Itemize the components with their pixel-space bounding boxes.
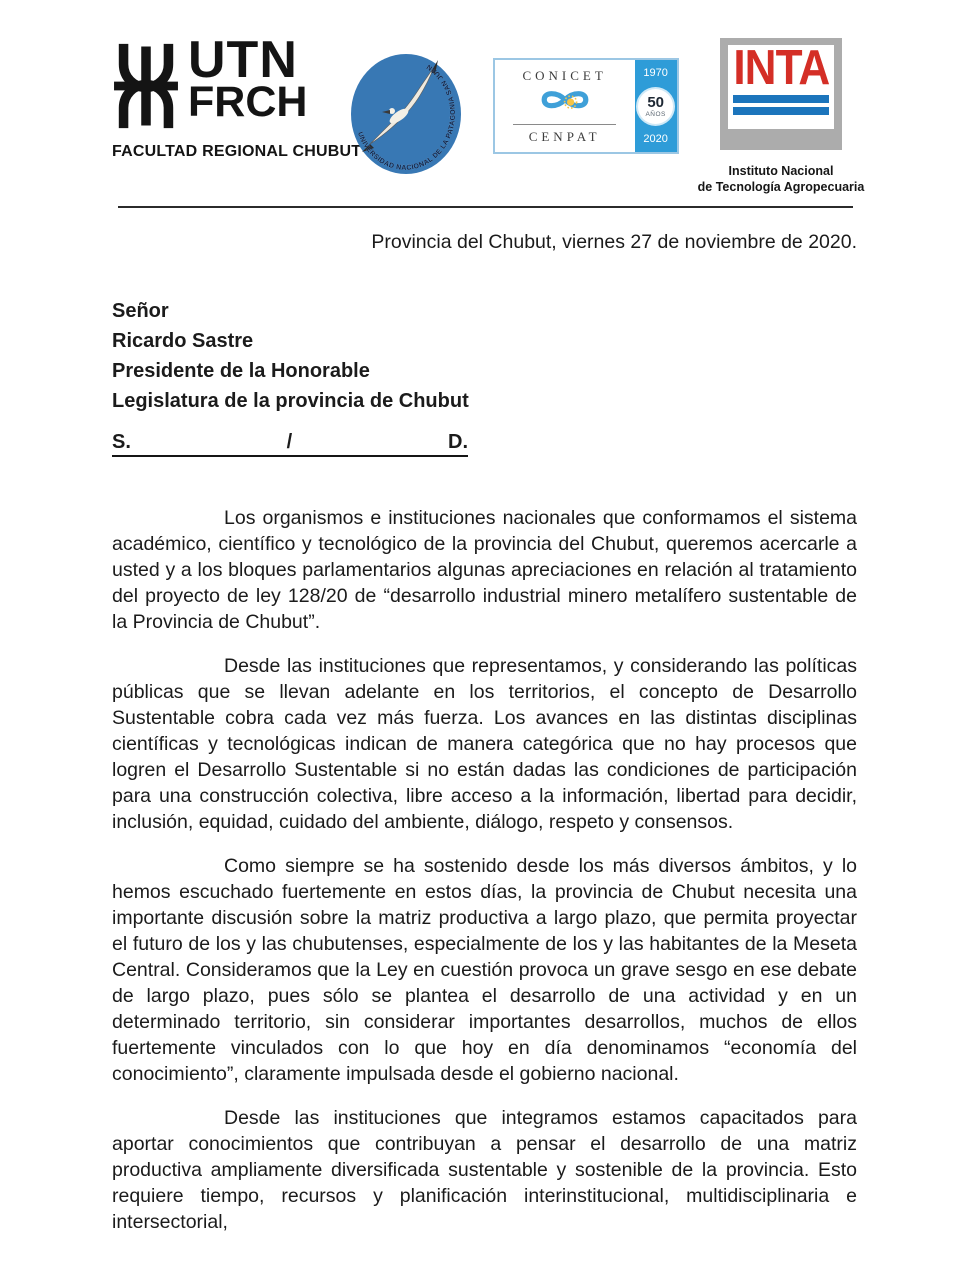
conicet-year-end: 2020 (643, 133, 668, 145)
conicet-divider (513, 124, 616, 125)
utn-acronym-line1: UTN (188, 31, 298, 89)
inta-caption-line1: Instituto Nacional (728, 164, 834, 178)
recipient-line: Legislatura de la provincia de Chubut (112, 390, 469, 412)
inta-bar-bottom (733, 107, 828, 115)
salutation-right: D. (448, 431, 468, 453)
recipient-block (112, 296, 857, 416)
salutation-left: S. (112, 431, 131, 453)
paragraph: Desde las instituciones que integramos estamos capacitados para aportar conocimientos que contribuyan a pensar el desarrollo de una matriz productiva ampliamente diversificada sustentable y sostenible de la provincia. Esto requiere tiempo, recursos y planificación interinstitucional, multidisciplinaria e intersectorial, (112, 1107, 857, 1233)
utn-caption: FACULTAD REGIONAL CHUBUT (112, 143, 362, 160)
recipient-line: Señor (112, 300, 169, 322)
inta-caption (698, 163, 865, 196)
utn-acronym (188, 31, 308, 126)
conicet-cenpat-logo (493, 58, 679, 154)
inta-bar-top (733, 95, 828, 103)
date-line: Provincia del Chubut, viernes 27 de noviembre de 2020. (371, 231, 857, 253)
unpsjb-ring-text: UNIVERSIDAD NACIONAL DE LA PATAGONIA SAN JUAN (356, 62, 458, 172)
header-divider (118, 206, 853, 208)
albatross-seal-icon (348, 52, 466, 180)
salutation-separator: / (286, 431, 293, 453)
conicet-year-start: 1970 (643, 67, 668, 79)
inta-caption-line2: de Tecnología Agropecuaria (697, 180, 865, 195)
letterhead (112, 0, 865, 195)
anniversary-badge (638, 89, 673, 124)
conicet-anniversary-strip (635, 60, 677, 152)
paragraph: Los organismos e instituciones nacionales que conformamos el sistema académico, científico y tecnológico de la provincia del Chubut, queremos acercarle a usted y a los bloques parlamentarios algunas apreciaciones en relación al tratamiento del proyecto de ley 128/20 de “desarrollo industrial minero metalífero sustentable de la Provincia de Chubut”. (112, 507, 857, 633)
inta-acronym: INTA (732, 41, 829, 95)
anniversary-number: 50 (647, 93, 664, 111)
recipient-line: Presidente de la Honorable (112, 360, 370, 382)
anniversary-label: AÑOS (645, 110, 666, 118)
unpsjb-seal-logo (348, 52, 466, 185)
cenpat-label: CENPAT (528, 128, 601, 144)
paragraph: Desde las instituciones que representamos, y considerando las políticas públicas que se llevan adelante en los territorios, el concepto de Desarrollo Sustentable cobra cada vez más fuerza. Los avances en las distintas disciplinas científicas y tecnológicas indican de manera categórica que no hay procesos que logren el Desarrollo Sustentable si no están dadas las condiciones de participación para una construcción colectiva, libre acceso a la información, libertad para decidir, inclusión, equidad, cuidado del ambiente, diálogo, respeto y consensos. (112, 655, 857, 833)
recipient-line: Ricardo Sastre (112, 330, 254, 352)
utn-frch-logo (112, 31, 362, 161)
conicet-label: CONICET (522, 68, 607, 83)
paragraph: Como siempre se ha sostenido desde los más diversos ámbitos, y lo hemos escuchado fuertemente en estos días, la provincia de Chubut necesita una importante discusión sobre la matriz productiva a largo plazo, que permita proyectar el futuro de los y las chubutenses, especialmente de los y las habitantes de la Meseta Central. Consideramos que la Ley en cuestión provoca un grave sesgo en ese debate de largo plazo, pues sólo se plantea el desarrollo de una actividad y en un determinado territorio, sin considerar importantes desarrollos, muchos de ellos fuertemente vinculados con lo que hoy en día denominamos “economía del conocimiento”, claramente impulsada desde el gobierno nacional. (112, 855, 857, 1085)
utn-acronym-line2: FRCH (188, 77, 308, 126)
inta-box (720, 38, 842, 150)
conicet-infinity-icon (533, 86, 597, 120)
salutation-line (112, 431, 468, 457)
inta-logo (697, 38, 865, 196)
letter-body (112, 505, 857, 1235)
utn-gear-icon (112, 38, 180, 134)
